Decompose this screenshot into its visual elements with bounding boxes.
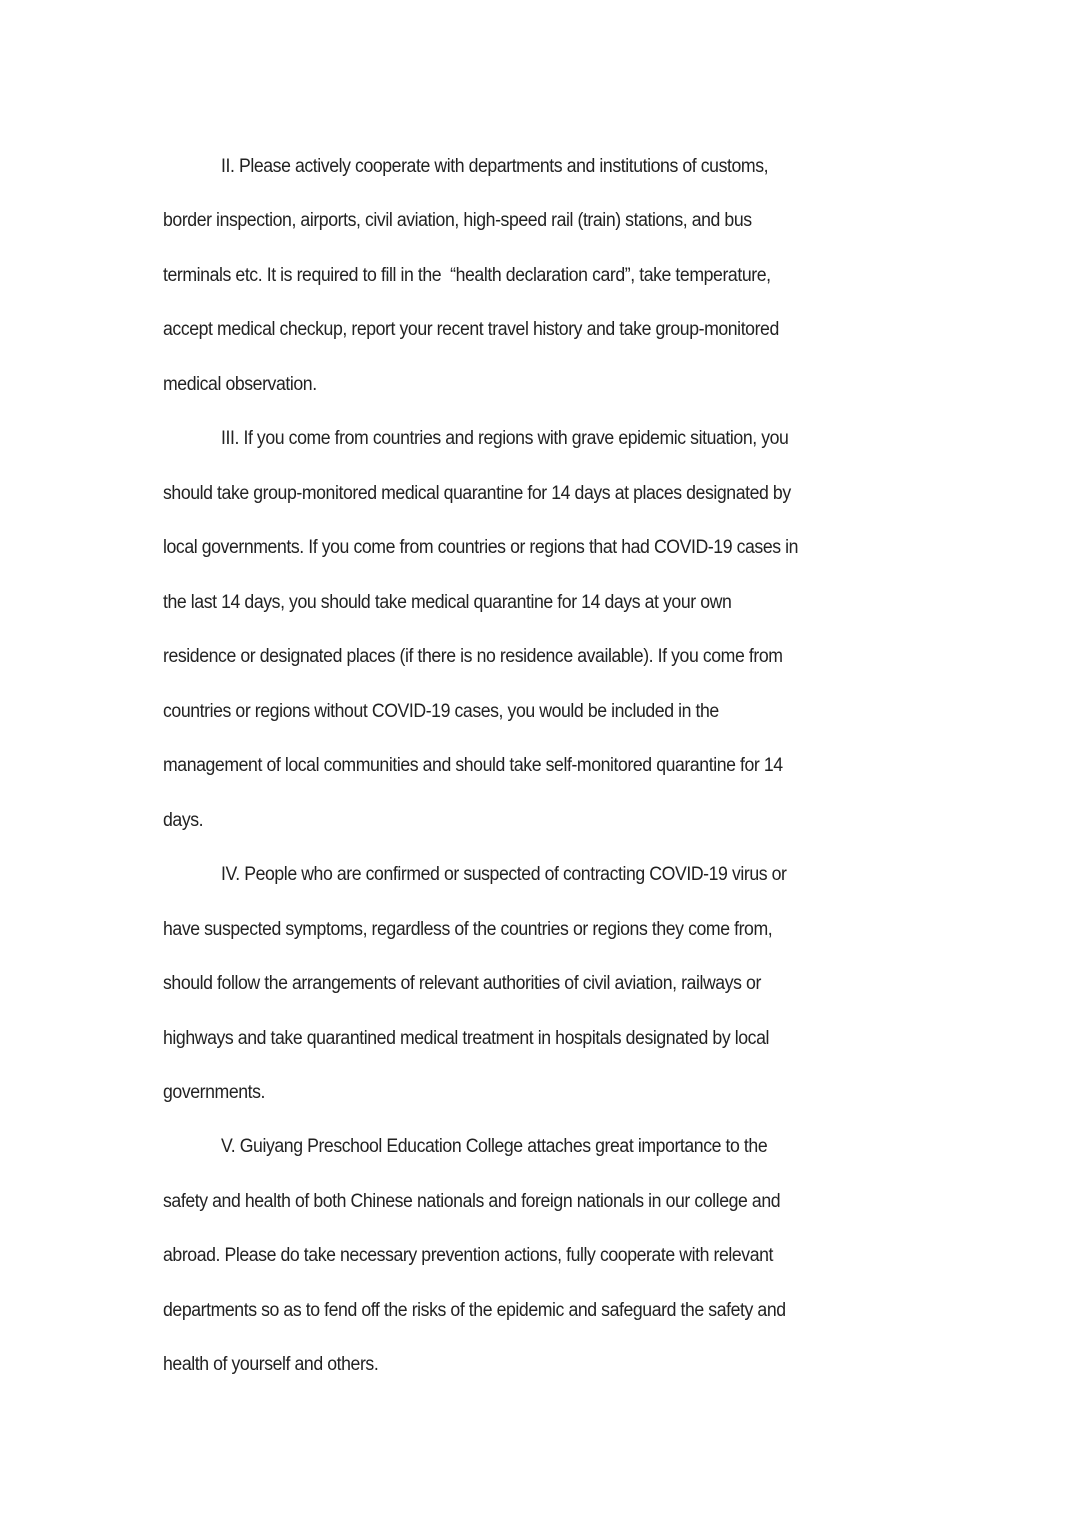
paragraph-line: medical observation.: [163, 374, 317, 395]
paragraph-line: health of yourself and others.: [163, 1354, 379, 1375]
paragraph-line: governments.: [163, 1082, 266, 1103]
paragraph-line: should take group-monitored medical quarantine for 14 days at places designated by: [163, 483, 791, 504]
paragraph-line: the last 14 days, you should take medical quarantine for 14 days at your own: [163, 592, 732, 613]
paragraph-line: residence or designated places (if there is no residence available). If you come from: [163, 646, 783, 667]
paragraph-line: management of local communities and should take self-monitored quarantine for 14: [163, 755, 783, 776]
paragraph-line: terminals etc. It is required to fill in the “health declaration card”, take temperature,: [163, 265, 771, 286]
paragraph-line: safety and health of both Chinese nationals and foreign nationals in our college and: [163, 1191, 781, 1212]
paragraph-line: II. Please actively cooperate with departments and institutions of customs,: [221, 156, 769, 177]
paragraph-line: accept medical checkup, report your recent travel history and take group-monitored: [163, 319, 779, 340]
paragraph-line: III. If you come from countries and regions with grave epidemic situation, you: [221, 428, 789, 449]
paragraph-line: countries or regions without COVID-19 cases, you would be included in the: [163, 701, 719, 722]
paragraph-line: highways and take quarantined medical treatment in hospitals designated by local: [163, 1028, 769, 1049]
paragraph-line: local governments. If you come from countries or regions that had COVID-19 cases in: [163, 537, 799, 558]
paragraph-line: have suspected symptoms, regardless of the countries or regions they come from,: [163, 919, 773, 940]
paragraph-line: departments so as to fend off the risks of the epidemic and safeguard the safety and: [163, 1300, 786, 1321]
paragraph-line: V. Guiyang Preschool Education College attaches great importance to the: [221, 1136, 768, 1157]
paragraph-line: IV. People who are confirmed or suspected of contracting COVID-19 virus or: [221, 864, 787, 885]
paragraph-line: days.: [163, 810, 204, 831]
paragraph-line: abroad. Please do take necessary prevention actions, fully cooperate with relevant: [163, 1245, 774, 1266]
paragraph-line: border inspection, airports, civil aviation, high-speed rail (train) stations, and bus: [163, 210, 752, 231]
paragraph-line: should follow the arrangements of relevant authorities of civil aviation, railways or: [163, 973, 761, 994]
